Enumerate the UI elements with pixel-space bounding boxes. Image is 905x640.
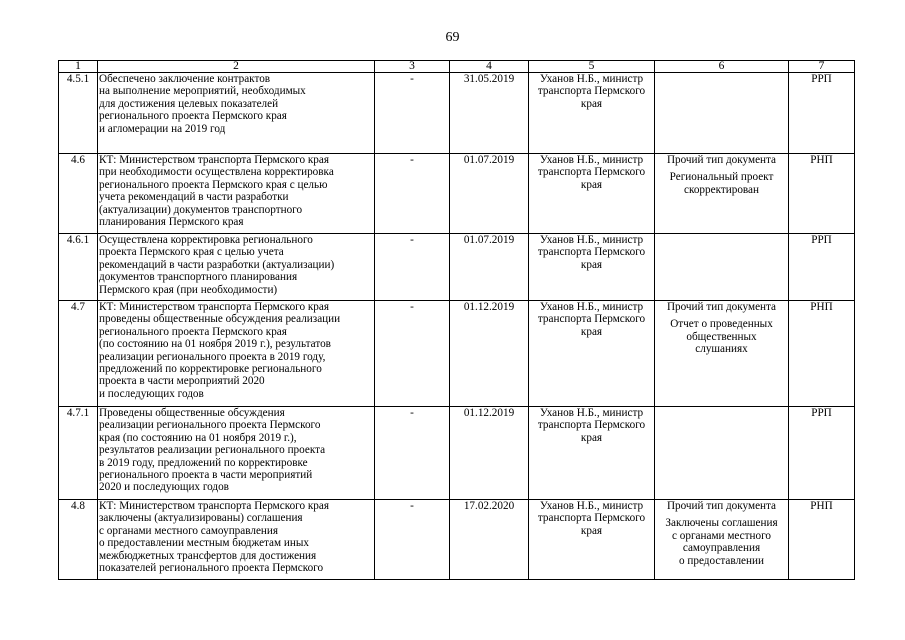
- header-row: [59, 61, 855, 73]
- control-level: РРП: [789, 234, 855, 301]
- event-description: Обеспечено заключение контрактов на выполнение мероприятий, необходимых для достижения целевых показателей регионального проекта Пермского края и агломерации на 2019 год: [98, 73, 375, 154]
- due-date: 17.02.2020: [450, 500, 529, 580]
- row-number: 4.7.1: [59, 407, 98, 500]
- responsible-person: Уханов Н.Б., министр транспорта Пермского края: [529, 234, 655, 301]
- control-level: РНП: [789, 500, 855, 580]
- table-row: [59, 234, 855, 301]
- control-level: РРП: [789, 407, 855, 500]
- row-number: 4.6: [59, 154, 98, 234]
- column-3-value: -: [375, 73, 450, 154]
- column-header: 3: [375, 61, 450, 73]
- column-header: 7: [789, 61, 855, 73]
- control-level: РНП: [789, 154, 855, 234]
- due-date: 01.12.2019: [450, 407, 529, 500]
- control-level: РНП: [789, 301, 855, 407]
- column-3-value: -: [375, 407, 450, 500]
- column-3-value: -: [375, 234, 450, 301]
- column-header: 6: [655, 61, 789, 73]
- responsible-person: Уханов Н.Б., министр транспорта Пермского края: [529, 73, 655, 154]
- document-type: Прочий тип документа: [666, 500, 777, 512]
- row-number: 4.7: [59, 301, 98, 407]
- responsible-person: Уханов Н.Б., министр транспорта Пермского края: [529, 154, 655, 234]
- column-3-value: -: [375, 301, 450, 407]
- column-header: 1: [59, 61, 98, 73]
- table-row: [59, 154, 855, 234]
- table-row: [59, 500, 855, 580]
- document-cell: [655, 407, 789, 500]
- responsible-person: Уханов Н.Б., министр транспорта Пермского края: [529, 301, 655, 407]
- document-name: Заключены соглашения с органами местного самоуправления о предоставлении: [665, 517, 778, 567]
- event-description: КТ: Министерством транспорта Пермского края проведены общественные обсуждения реализации регионального проекта Пермского края (по состоянию на 01 ноября 2019 г.), результатов реализации регионального проекта в 2019 году, предложений по корректировке регионального проекта в части мероприятий 2020 и последующих годов: [98, 301, 375, 407]
- due-date: 01.07.2019: [450, 154, 529, 234]
- row-number: 4.6.1: [59, 234, 98, 301]
- document-cell: [655, 73, 789, 154]
- document-cell: [655, 301, 789, 407]
- event-description: КТ: Министерством транспорта Пермского края заключены (актуализированы) соглашения с органами местного самоуправления о предоставлении местным бюджетам иных межбюджетных трансфертов для достижения показателей регионального проекта Пермского: [98, 500, 375, 580]
- event-description: КТ: Министерством транспорта Пермского края при необходимости осуществлена корректировка регионального проекта Пермского края с целью учета рекомендаций в части разработки (актуализации) документов транспортного планирования Пермского края: [98, 154, 375, 234]
- document-cell: [655, 234, 789, 301]
- document-name: Региональный проект скорректирован: [669, 171, 774, 196]
- plan-table: [58, 60, 855, 580]
- row-number: 4.5.1: [59, 73, 98, 154]
- control-level: РРП: [789, 73, 855, 154]
- column-header: 4: [450, 61, 529, 73]
- row-number: 4.8: [59, 500, 98, 580]
- responsible-person: Уханов Н.Б., министр транспорта Пермского края: [529, 407, 655, 500]
- column-header: 5: [529, 61, 655, 73]
- due-date: 01.12.2019: [450, 301, 529, 407]
- table-row: [59, 407, 855, 500]
- event-description: Проведены общественные обсуждения реализации регионального проекта Пермского края (по состоянию на 01 ноября 2019 г.), результатов реализации регионального проекта в 2019 году, предложений по корректировке регионального проекта в части мероприятий 2020 и последующих годов: [98, 407, 375, 500]
- due-date: 01.07.2019: [450, 234, 529, 301]
- document-type: Прочий тип документа: [666, 301, 777, 313]
- responsible-person: Уханов Н.Б., министр транспорта Пермского края: [529, 500, 655, 580]
- column-3-value: -: [375, 154, 450, 234]
- column-header: 2: [98, 61, 375, 73]
- column-3-value: -: [375, 500, 450, 580]
- document-type: Прочий тип документа: [666, 154, 777, 166]
- table-row: [59, 73, 855, 154]
- due-date: 31.05.2019: [450, 73, 529, 154]
- event-description: Осуществлена корректировка регионального проекта Пермского края с целью учета рекомендаций в части разработки (актуализации) документов транспортного планирования Пермского края (при необходимости): [98, 234, 375, 301]
- page-number: 69: [445, 30, 460, 45]
- document-name: Отчет о проведенных общественных слушаниях: [670, 318, 773, 356]
- document-cell: [655, 500, 789, 580]
- table-row: [59, 301, 855, 407]
- document-cell: [655, 154, 789, 234]
